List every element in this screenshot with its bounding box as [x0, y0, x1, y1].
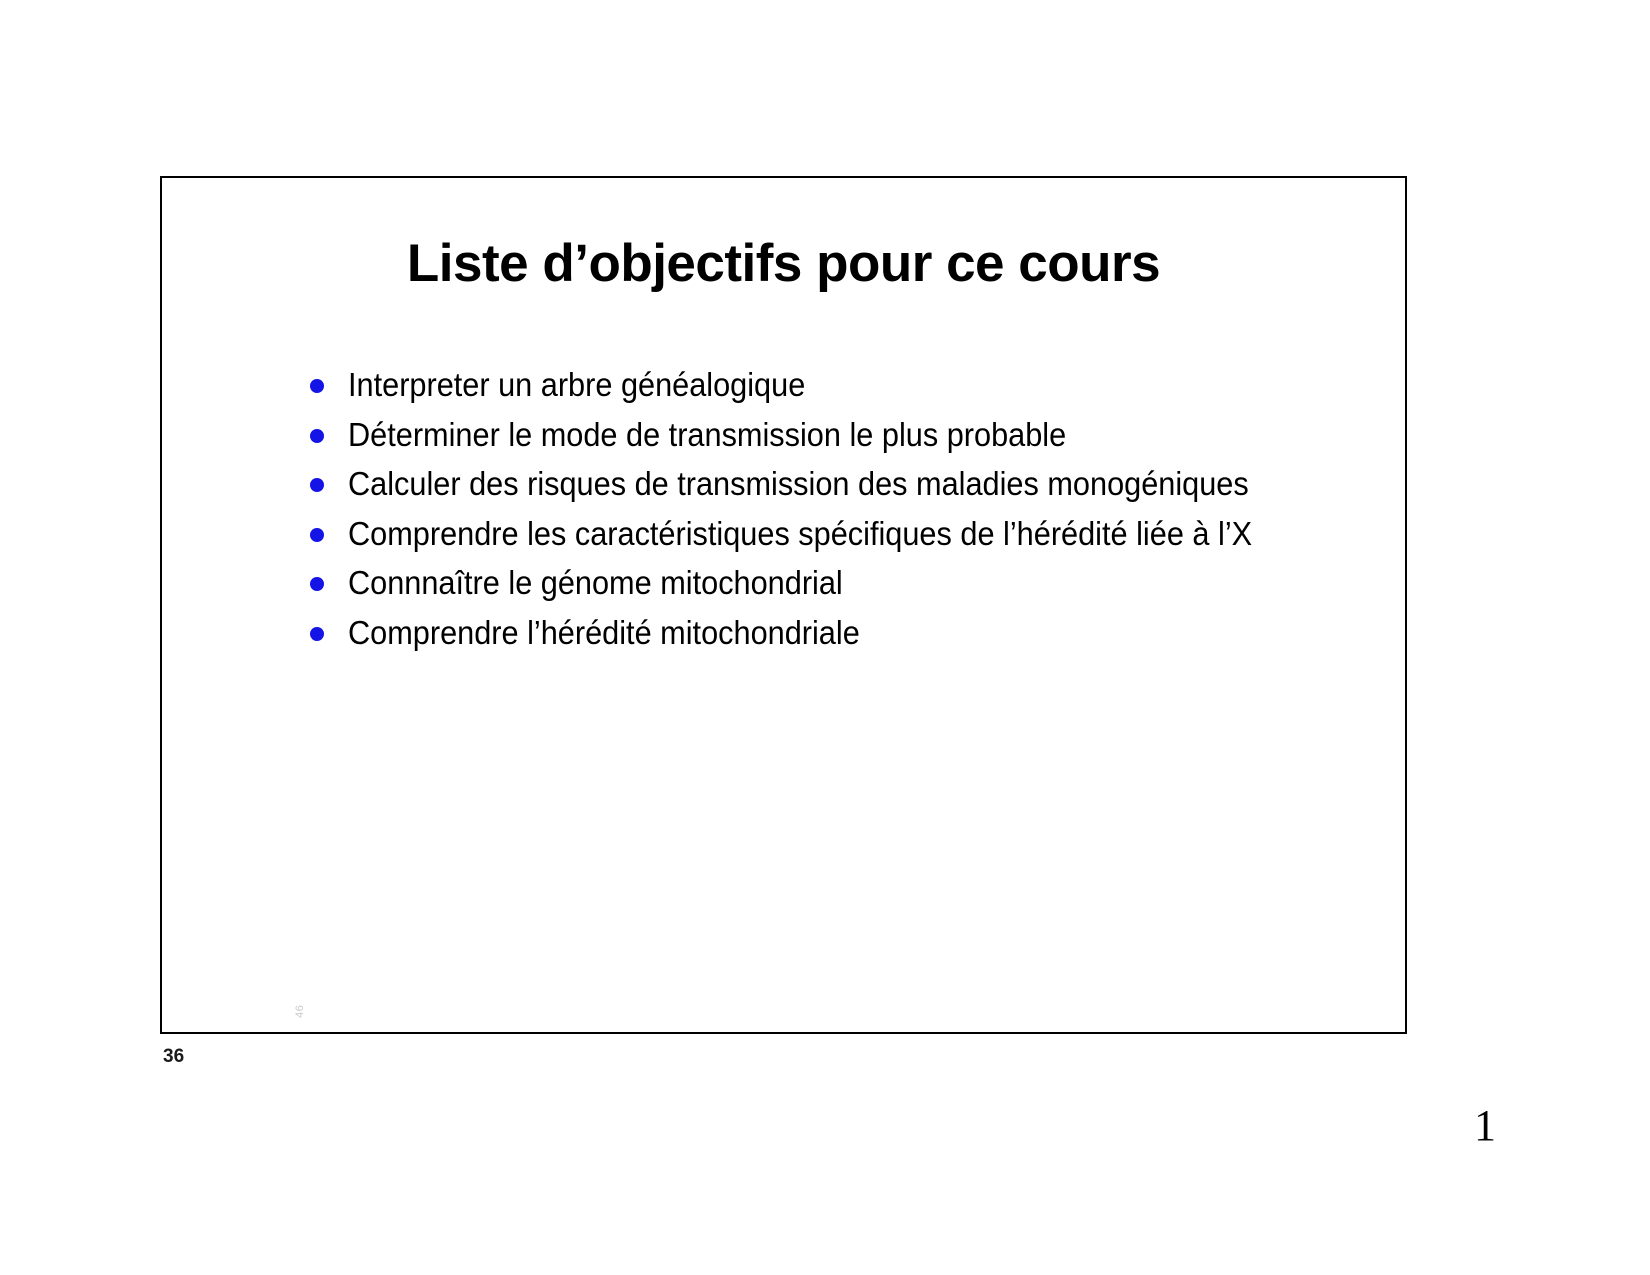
bullet-dot-icon [310, 429, 324, 443]
bullet-text: Déterminer le mode de transmission le plus probable [348, 415, 1067, 453]
bullet-dot-icon [310, 528, 324, 542]
slide-title: Liste d’objectifs pour ce cours [406, 234, 1161, 293]
bullet-dot-icon [310, 379, 324, 393]
list-item [310, 515, 1340, 554]
objectives-list [310, 366, 1340, 664]
slide-watermark: 46 [294, 1004, 306, 1018]
slide-number-label: 36 [163, 1046, 185, 1067]
bullet-dot-icon [310, 577, 324, 591]
bullet-text: Calculer des risques de transmission des maladies monogéniques [348, 465, 1249, 503]
list-item [310, 465, 1340, 504]
slide-frame [160, 176, 1407, 1034]
bullet-dot-icon [310, 627, 324, 641]
bullet-dot-icon [310, 478, 324, 492]
bullet-text: Connnaître le génome mitochondrial [348, 564, 843, 602]
list-item [310, 366, 1340, 405]
bullet-text: Comprendre les caractéristiques spécifiques de l’hérédité liée à l’X [348, 514, 1253, 552]
page-number-label: 1 [1474, 1101, 1496, 1150]
list-item [310, 564, 1340, 603]
list-item [310, 614, 1340, 653]
bullet-text: Interpreter un arbre généalogique [348, 366, 806, 403]
list-item [310, 416, 1340, 455]
bullet-text: Comprendre l’hérédité mitochondriale [348, 614, 860, 652]
